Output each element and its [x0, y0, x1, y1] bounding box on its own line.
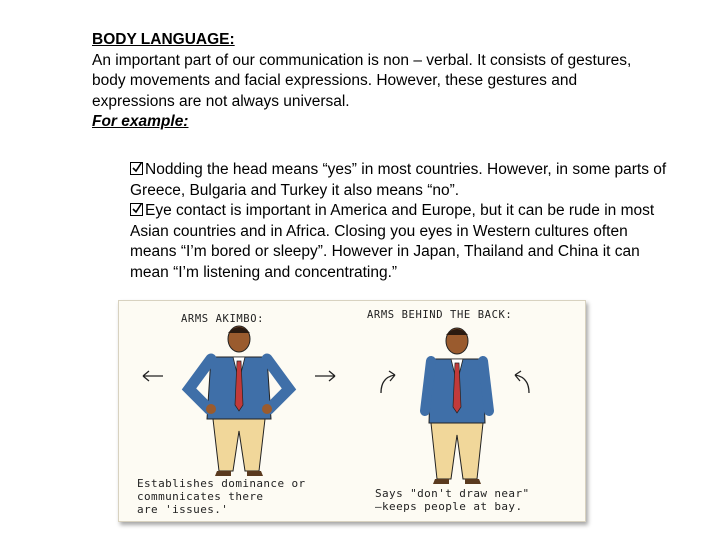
- right-caption-line: —keeps people at bay.: [375, 500, 523, 513]
- section-heading: BODY LANGUAGE:: [92, 31, 235, 48]
- right-caption: [375, 487, 530, 513]
- bullet-text: Nodding the head means “yes” in most countries. However, in some parts of Greece, Bulgaria and Turkey it also means “no”.: [130, 161, 667, 199]
- list-item: [130, 201, 670, 283]
- left-caption-line: communicates there: [137, 490, 264, 503]
- example-list: [130, 160, 670, 283]
- left-caption-line: Establishes dominance or: [137, 477, 306, 490]
- illustration-right-title: ARMS BEHIND THE BACK:: [367, 309, 513, 321]
- arms-behind-back-figure: [381, 328, 529, 484]
- right-caption-line: Says "don't draw near": [375, 487, 530, 500]
- arms-akimbo-figure: [143, 326, 335, 476]
- intro-paragraph: An important part of our communication is non – verbal. It consists of gestures, body movements and facial expressions. However, these gestures and expressions are not always universal.: [92, 51, 632, 110]
- bullet-text: Eye contact is important in America and Europe, but it can be rude in most Asian countries and in Africa. Closing you eyes in Western cultures often means “I’m bored or sleepy”. However in Japan, Thailand and China it can mean “I’m listening and concentrating.”: [130, 202, 655, 281]
- body-language-illustration: [118, 300, 586, 522]
- list-item: [130, 160, 670, 201]
- left-caption-line: are 'issues.': [137, 503, 229, 516]
- checkbox-icon: [130, 162, 143, 175]
- left-caption: [137, 477, 306, 516]
- illustration-left-title: ARMS AKIMBO:: [181, 313, 265, 325]
- example-label: For example:: [92, 113, 189, 130]
- checkbox-icon: [130, 203, 143, 216]
- document-body: [92, 30, 652, 133]
